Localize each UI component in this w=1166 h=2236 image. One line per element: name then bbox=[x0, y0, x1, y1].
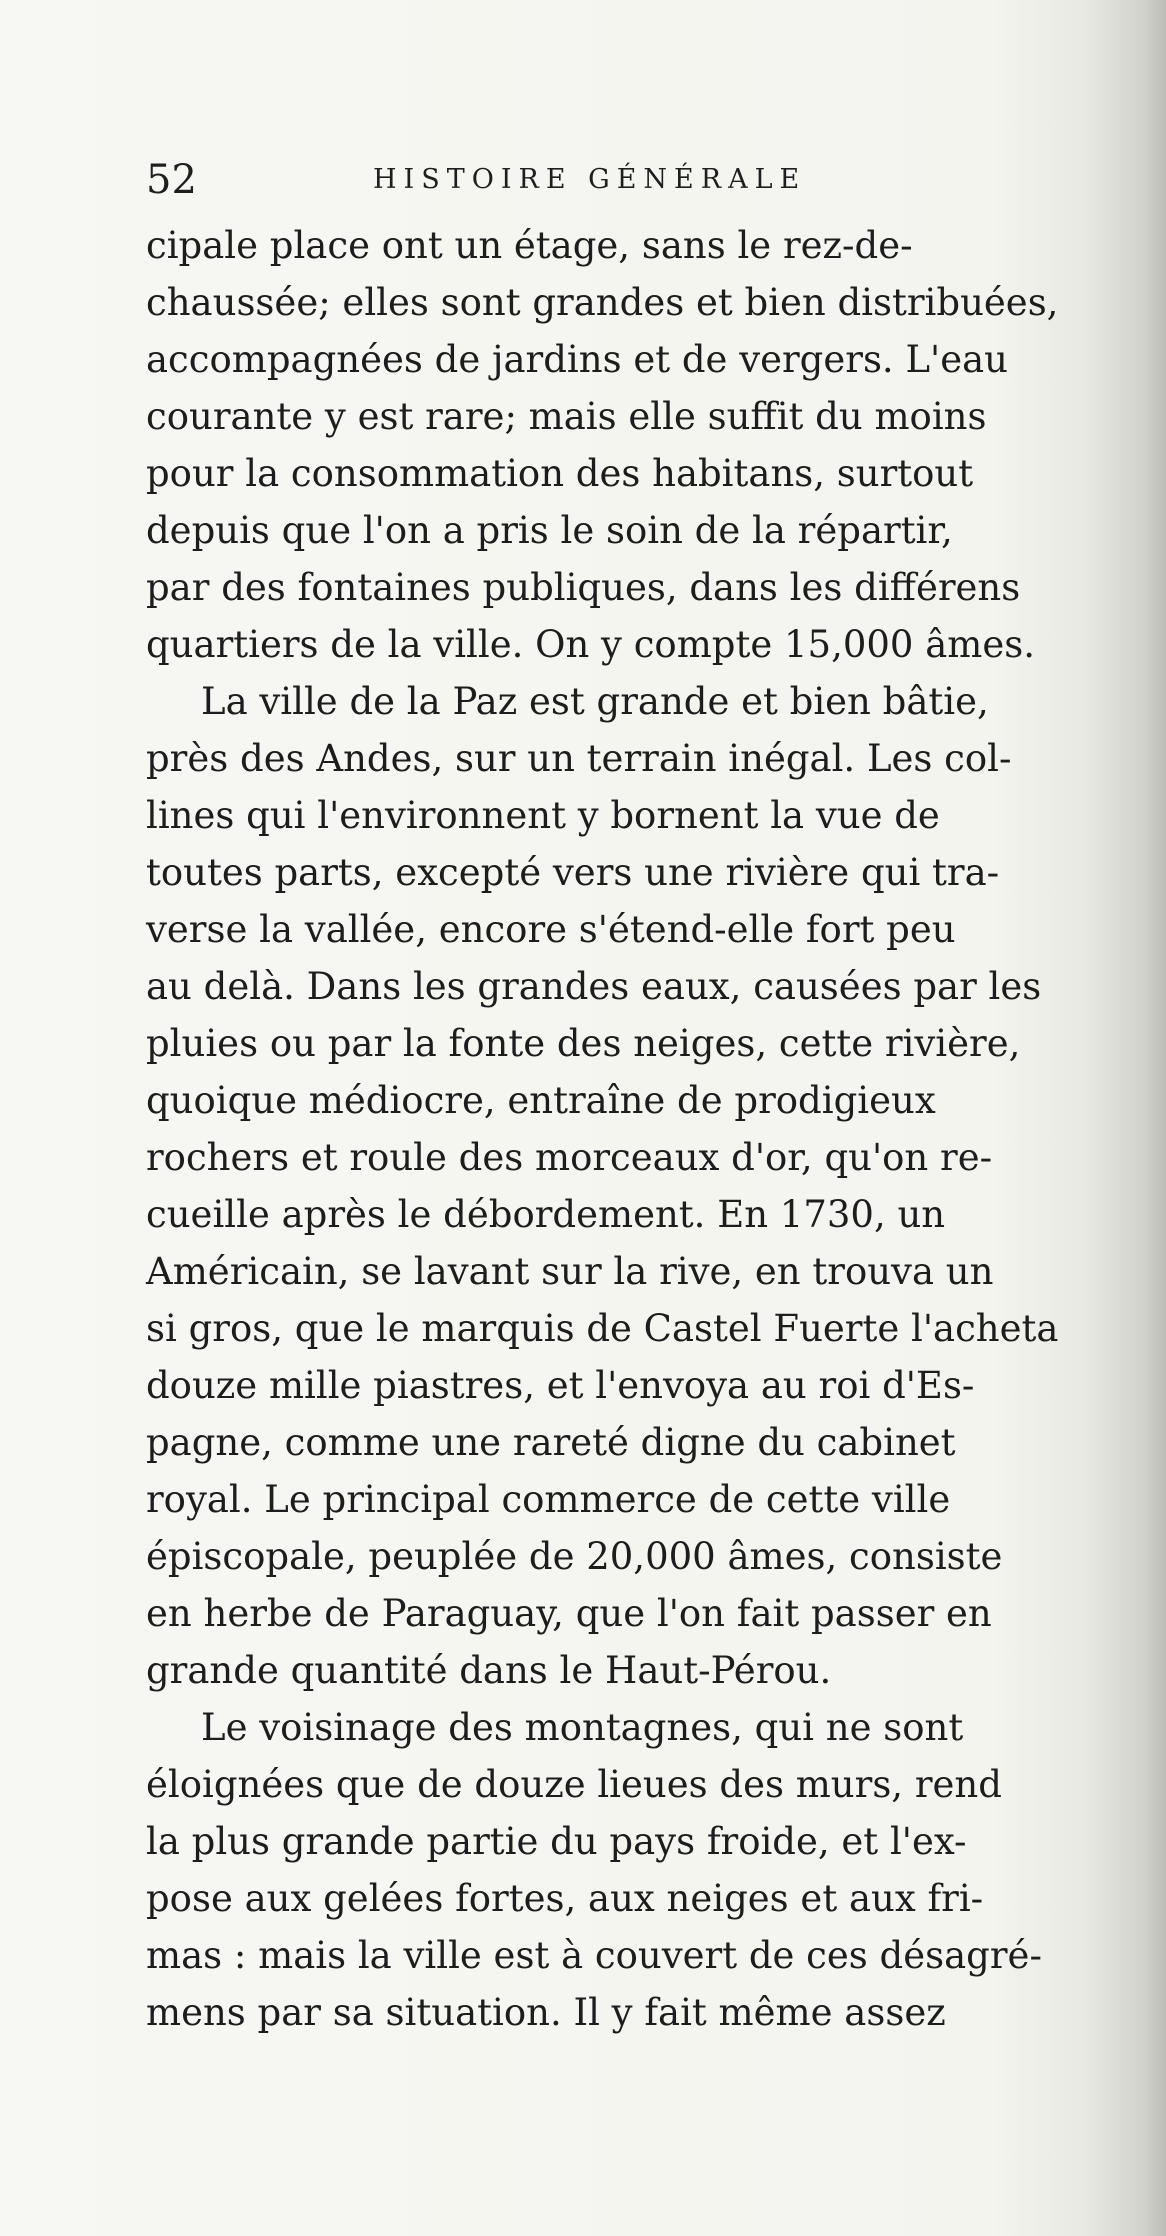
text-line: quoique médiocre, entraîne de prodigieux bbox=[146, 1079, 936, 1122]
text-line: accompagnées de jardins et de vergers. L'eau bbox=[146, 338, 1008, 381]
text-line: verse la vallée, encore s'étend-elle fort peu bbox=[146, 908, 956, 951]
text-line: pagne, comme une rareté digne du cabinet bbox=[146, 1421, 956, 1464]
text-line: pose aux gelées fortes, aux neiges et aux fri- bbox=[146, 1877, 984, 1920]
text-line: quartiers de la ville. On y compte 15,000 âmes. bbox=[146, 623, 1036, 666]
body-text bbox=[146, 217, 1136, 2041]
text-line: rochers et roule des morceaux d'or, qu'on re- bbox=[146, 1136, 993, 1179]
text-line: grande quantité dans le Haut-Pérou. bbox=[146, 1649, 832, 1692]
text-line: cueille après le débordement. En 1730, un bbox=[146, 1193, 946, 1236]
text-line: douze mille piastres, et l'envoya au roi d'Es- bbox=[146, 1364, 975, 1407]
text-line: depuis que l'on a pris le soin de la répartir, bbox=[146, 509, 953, 552]
paragraph-start-line: La ville de la Paz est grande et bien bâtie, bbox=[201, 680, 989, 723]
text-line: cipale place ont un étage, sans le rez-de- bbox=[146, 224, 913, 267]
text-line: royal. Le principal commerce de cette ville bbox=[146, 1478, 951, 1521]
text-line: la plus grande partie du pays froide, et l'ex- bbox=[146, 1820, 967, 1863]
paragraph-start-line: Le voisinage des montagnes, qui ne sont bbox=[201, 1706, 964, 1749]
text-line: chaussée; elles sont grandes et bien distribuées, bbox=[146, 281, 1059, 324]
text-line: mas : mais la ville est à couvert de ces désagré- bbox=[146, 1934, 1042, 1977]
text-line: lines qui l'environnent y bornent la vue de bbox=[146, 794, 940, 837]
page-header bbox=[146, 150, 1036, 210]
text-line: pour la consommation des habitans, surtout bbox=[146, 452, 974, 495]
text-line: par des fontaines publiques, dans les différens bbox=[146, 566, 1021, 609]
text-line: Américain, se lavant sur la rive, en trouva un bbox=[146, 1250, 994, 1293]
text-line: courante y est rare; mais elle suffit du moins bbox=[146, 395, 987, 438]
text-line: éloignées que de douze lieues des murs, rend bbox=[146, 1763, 1002, 1806]
text-line: en herbe de Paraguay, que l'on fait passer en bbox=[146, 1592, 992, 1635]
text-line: mens par sa situation. Il y fait même assez bbox=[146, 1991, 946, 2034]
page-number: 52 bbox=[146, 157, 197, 203]
text-line: près des Andes, sur un terrain inégal. Les col- bbox=[146, 737, 1012, 780]
text-line: si gros, que le marquis de Castel Fuerte l'acheta bbox=[146, 1307, 1059, 1350]
running-head: HISTOIRE GÉNÉRALE bbox=[373, 164, 807, 195]
text-line: au delà. Dans les grandes eaux, causées par les bbox=[146, 965, 1042, 1008]
text-line: toutes parts, excepté vers une rivière qui tra- bbox=[146, 851, 1000, 894]
text-line: pluies ou par la fonte des neiges, cette rivière, bbox=[146, 1022, 1021, 1065]
text-line: épiscopale, peuplée de 20,000 âmes, consiste bbox=[146, 1535, 1003, 1578]
